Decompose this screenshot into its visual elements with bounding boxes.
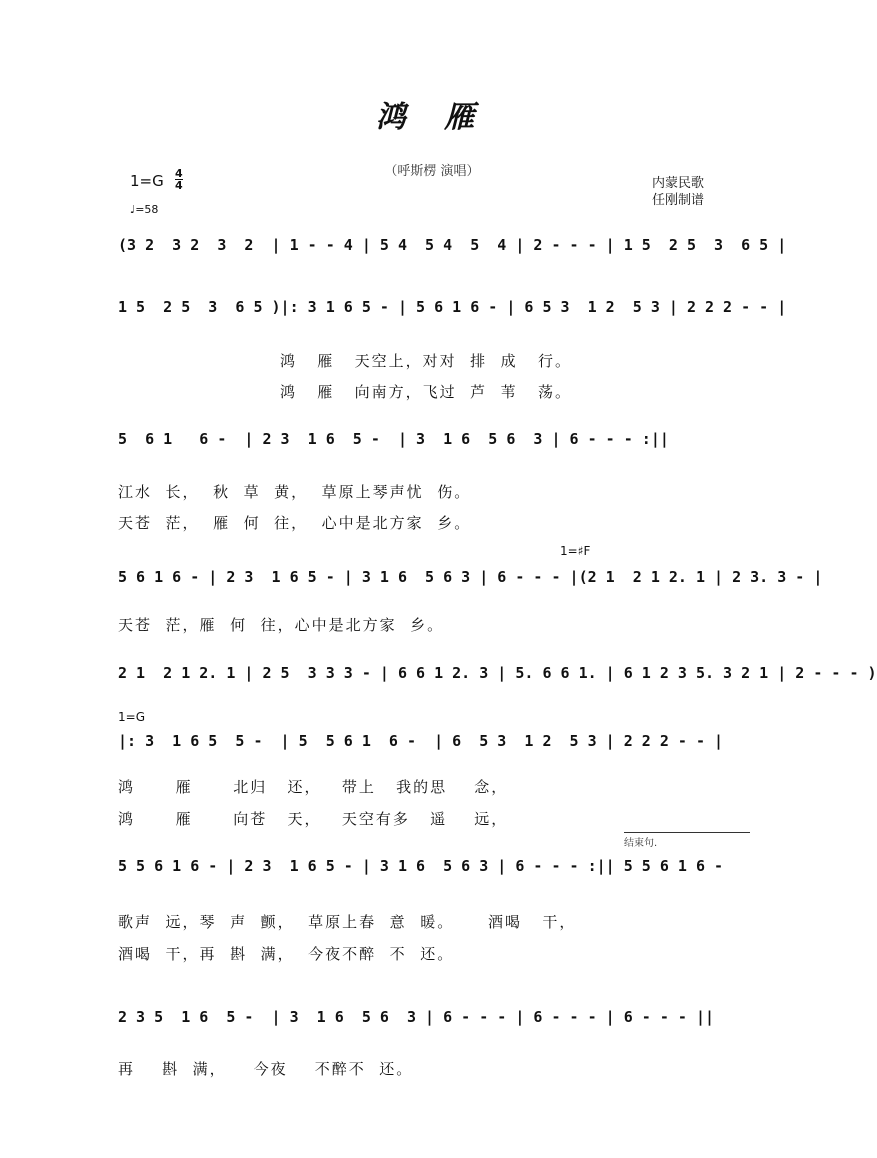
arranger-label: 任刚制谱	[652, 193, 705, 208]
notes-row-5: 2 1 2 1 2. 1 | 2 5 3 3 3 - | 6 6 1 2. 3 | 5. 6 6 1. | 6 1 2 3 5. 3 2 1 | 2 - - - )	[118, 664, 877, 682]
lyric-row: 江水 长， 秋 草 黄， 草原上琴声忧 伤。	[118, 483, 472, 501]
notes-row-8: 2 3 5 1 6 5 - | 3 1 6 5 6 3 | 6 - - - | 6 - - - | 6 - - - ||	[118, 1008, 715, 1026]
key-change-2: 1=G	[118, 710, 145, 724]
lyric-row: 歌声 远，琴 声 颤， 草原上春 意 暖。 酒喝 干，	[118, 913, 577, 931]
lyric-row: 酒喝 干，再 斟 满， 今夜不醉 不 还。	[118, 945, 455, 963]
lyric-row: 鸿 雁 天空上，对对 排 成 行。	[280, 352, 572, 370]
ending-label: 结束句.	[624, 832, 750, 849]
notes-row-3: 5 6 1 6 - | 2 3 1 6 5 - | 3 1 6 5 6 3 | 6 - - - :||	[118, 430, 669, 448]
time-top: 4	[175, 167, 183, 180]
song-title: 鸿 雁	[375, 100, 489, 135]
lyric-row: 天苍 茫，雁 何 往，心中是北方家 乡。	[118, 616, 445, 634]
notes-row-6: |: 3 1 6 5 5 - | 5 5 6 1 6 - | 6 5 3 1 2 5 3 | 2 2 2 - - |	[118, 732, 724, 750]
time-signature	[175, 168, 183, 191]
time-bottom: 4	[175, 179, 183, 192]
key-change-1: 1=♯F	[560, 544, 591, 558]
notes-row-2: 1 5 2 5 3 6 5 )|: 3 1 6 5 - | 5 6 1 6 - | 6 5 3 1 2 5 3 | 2 2 2 - - |	[118, 298, 787, 316]
origin-label: 内蒙民歌	[652, 176, 705, 191]
notes-row-1: (3 2 3 2 3 2 | 1 - - 4 | 5 4 5 4 5 4 | 2 - - - | 1 5 2 5 3 6 5 |	[118, 236, 787, 254]
performer-credit: （呼斯楞 演唱）	[384, 164, 480, 179]
key-signature: 1=G	[130, 172, 164, 190]
lyric-row: 再 斟 满， 今夜 不醉不 还。	[118, 1060, 414, 1078]
notes-row-4: 5 6 1 6 - | 2 3 1 6 5 - | 3 1 6 5 6 3 | 6 - - - |(2 1 2 1 2. 1 | 2 3. 3 - |	[118, 568, 823, 586]
notes-row-7: 5 5 6 1 6 - | 2 3 1 6 5 - | 3 1 6 5 6 3 | 6 - - - :|| 5 5 6 1 6 -	[118, 857, 724, 875]
lyric-row: 鸿 雁 向苍 天， 天空有多 遥 远，	[118, 810, 509, 828]
lyric-row: 鸿 雁 向南方，飞过 芦 苇 荡。	[280, 383, 572, 401]
tempo-mark: ♩=58	[130, 203, 159, 216]
lyric-row: 鸿 雁 北归 还， 带上 我的思 念，	[118, 778, 509, 796]
lyric-row: 天苍 茫， 雁 何 往， 心中是北方家 乡。	[118, 514, 472, 532]
